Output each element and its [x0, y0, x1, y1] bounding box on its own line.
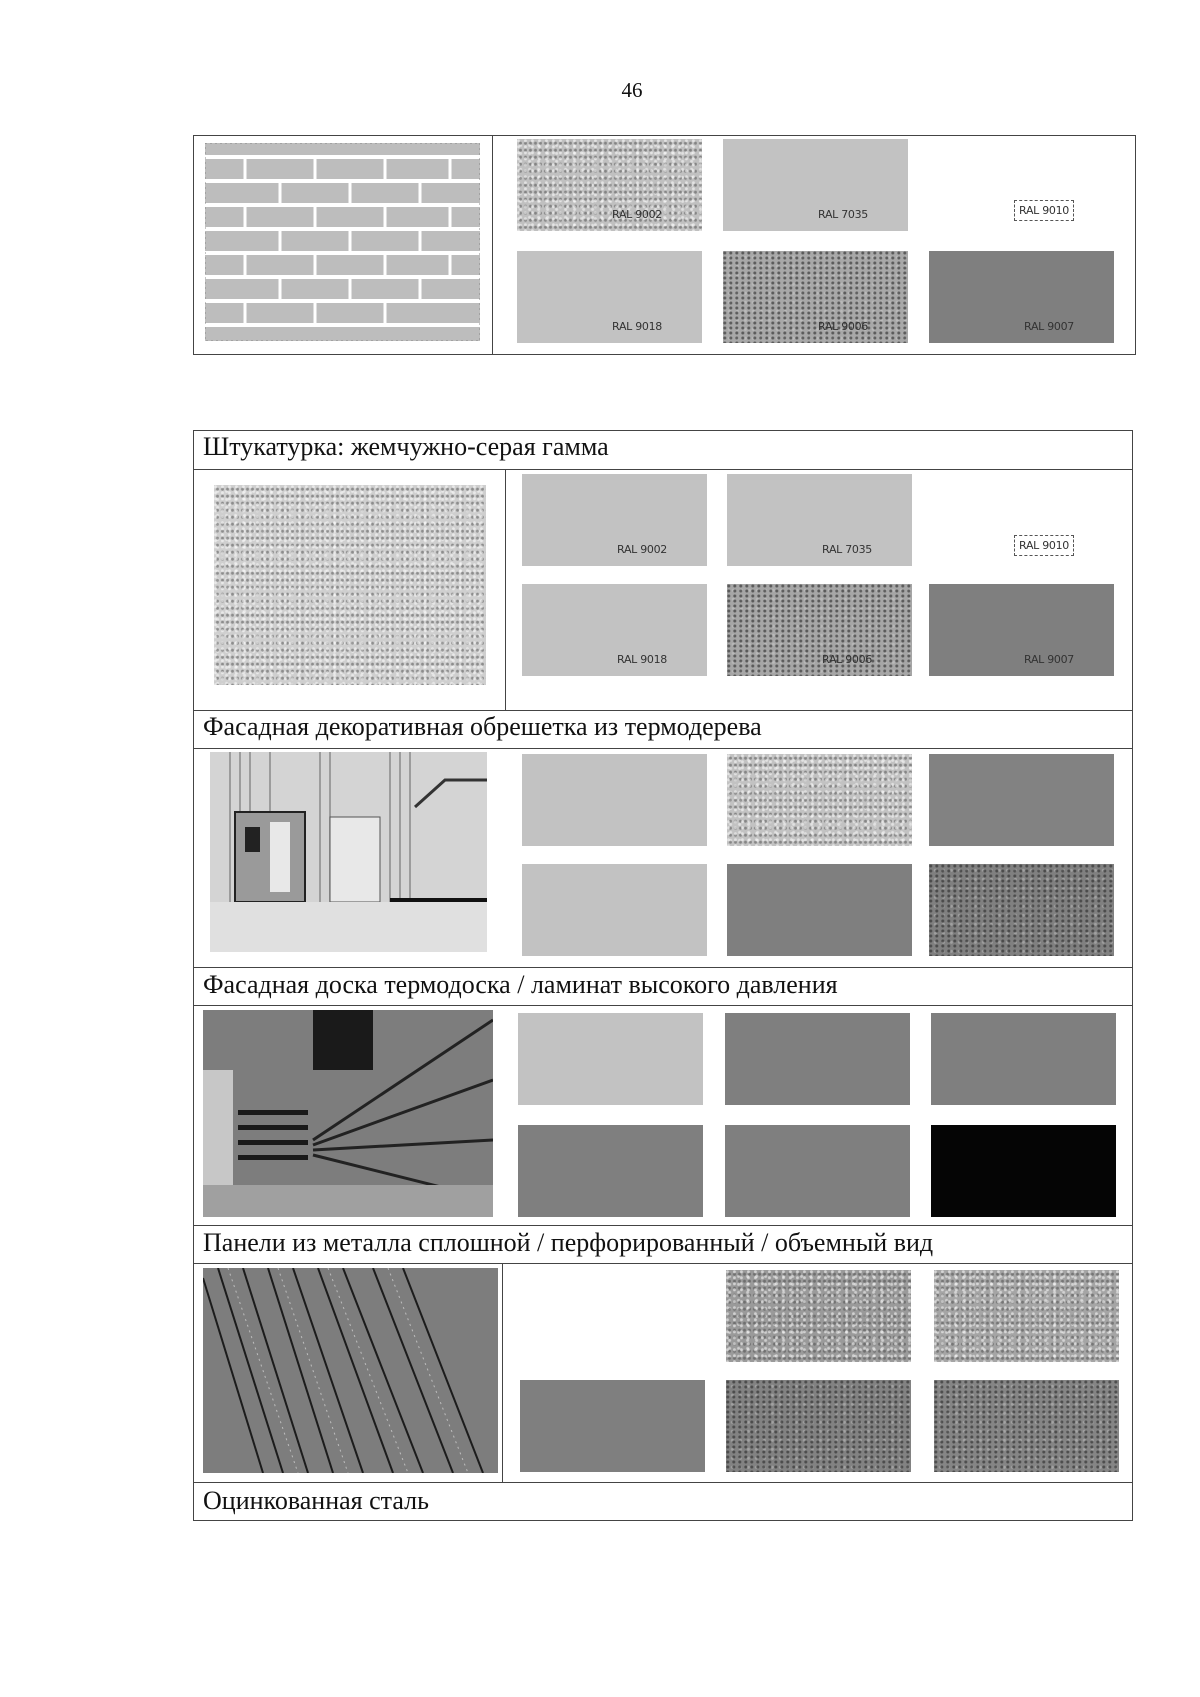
section-caption-facade-board: Фасадная доска термодоска / ламинат высокого давления: [203, 970, 838, 999]
thermowood-swatch-1: [522, 754, 707, 846]
swatch-ral-7035: [727, 474, 912, 566]
thermowood-facade-image: [210, 752, 487, 952]
row-line: [193, 1225, 1133, 1226]
swatch-label: RAL 9010: [1014, 535, 1074, 556]
swatch-label: RAL 7035: [818, 208, 868, 221]
metal-panel-swatch-2: [726, 1270, 911, 1362]
col-divider: [502, 1263, 503, 1482]
plaster-texture-image: [214, 485, 486, 685]
swatch-ral-9010: [929, 474, 1114, 566]
metal-panel-swatch-3: [934, 1270, 1119, 1362]
swatch-label: RAL 9002: [617, 543, 667, 556]
section-caption-thermowood: Фасадная декоративная обрешетка из термодерева: [203, 712, 762, 741]
row-line: [193, 1005, 1133, 1006]
swatch-ral-9007: [929, 584, 1114, 676]
metal-panel-image: [203, 1268, 498, 1473]
swatch-label: RAL 9018: [617, 653, 667, 666]
swatch-label: RAL 9006: [818, 320, 868, 333]
swatch-ral-7035-top: [723, 139, 908, 231]
thermowood-swatch-6: [929, 864, 1114, 956]
thermowood-swatch-3: [929, 754, 1114, 846]
facade-board-photo: [203, 1010, 493, 1217]
row-line: [193, 1482, 1133, 1483]
swatch-label: RAL 9007: [1024, 320, 1074, 333]
swatch-label: RAL 7035: [822, 543, 872, 556]
col-divider: [505, 469, 506, 710]
row-line: [193, 967, 1133, 968]
swatch-ral-9018-top: [517, 251, 702, 343]
row-line: [193, 710, 1133, 711]
swatch-ral-9018: [522, 584, 707, 676]
brick-wall-texture: [205, 143, 480, 341]
swatch-label: RAL 9002: [612, 208, 662, 221]
facade-board-image: [203, 1010, 493, 1217]
section-caption-galvanized-steel: Оцинкованная сталь: [203, 1486, 429, 1515]
thermowood-swatch-2: [727, 754, 912, 846]
page-number: 46: [621, 78, 643, 102]
row-line: [193, 469, 1133, 470]
thermowood-swatch-5: [727, 864, 912, 956]
swatch-label: RAL 9007: [1024, 653, 1074, 666]
swatch-ral-9007-top: [929, 251, 1114, 343]
metal-panel-swatch-6: [934, 1380, 1119, 1472]
swatch-ral-9010-top: [929, 139, 1114, 231]
swatch-label: RAL 9018: [612, 320, 662, 333]
thermowood-facade-photo: [210, 752, 487, 952]
row-line: [193, 1263, 1133, 1264]
facade-board-swatch-1: [518, 1013, 703, 1105]
swatch-ral-9006: [727, 584, 912, 676]
metal-panel-photo: [203, 1268, 498, 1473]
top-table-divider: [492, 135, 493, 355]
swatch-ral-9006-top: [723, 251, 908, 343]
metal-panel-swatch-4: [520, 1380, 705, 1472]
brick-wall-image: [205, 143, 480, 341]
facade-board-swatch-2: [725, 1013, 910, 1105]
facade-board-swatch-6: [931, 1125, 1116, 1217]
row-line: [193, 748, 1133, 749]
facade-board-swatch-5: [725, 1125, 910, 1217]
facade-board-swatch-3: [931, 1013, 1116, 1105]
thermowood-swatch-4: [522, 864, 707, 956]
section-caption-plaster: Штукатурка: жемчужно-серая гамма: [203, 432, 609, 461]
swatch-ral-9002: [522, 474, 707, 566]
section-caption-metal-panels: Панели из металла сплошной / перфорированный / объемный вид: [203, 1228, 934, 1257]
swatch-label: RAL 9006: [822, 653, 872, 666]
facade-board-swatch-4: [518, 1125, 703, 1217]
metal-panel-swatch-1: [520, 1270, 705, 1362]
metal-panel-swatch-5: [726, 1380, 911, 1472]
swatch-ral-9002-top: [517, 139, 702, 231]
swatch-label: RAL 9010: [1014, 200, 1074, 221]
